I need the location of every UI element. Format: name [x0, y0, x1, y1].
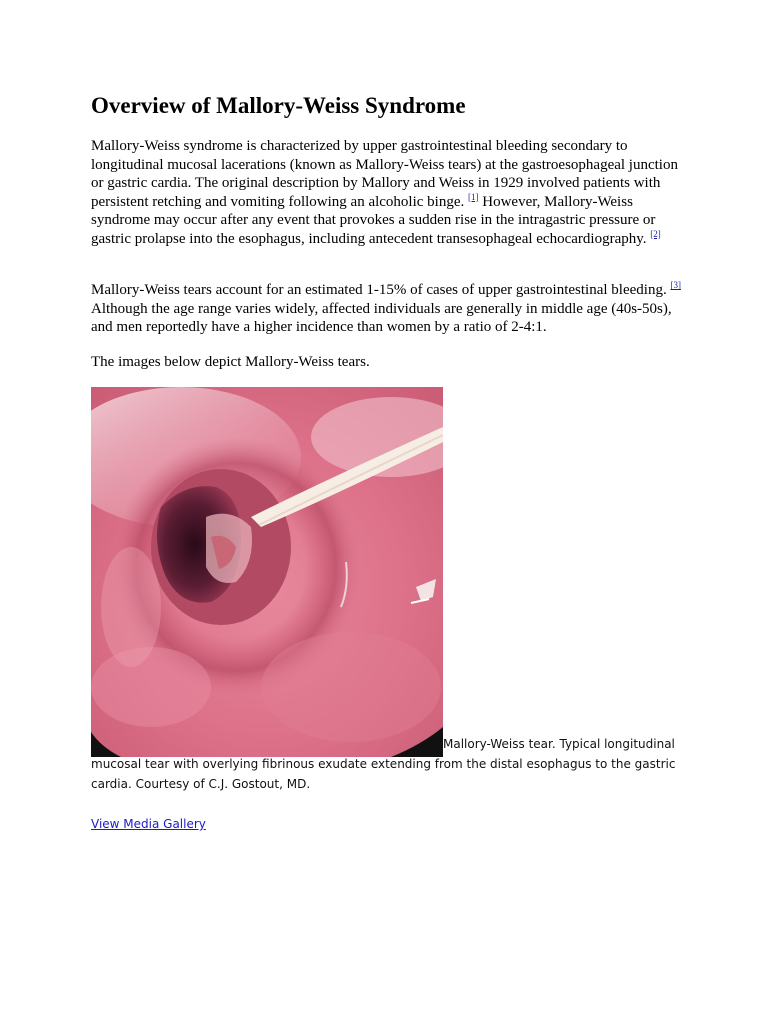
intro-paragraph — [91, 137, 681, 248]
endoscopy-image[interactable] — [91, 387, 443, 757]
intro-text-b: However, Mallory-Weiss syndrome may occur after any event that provokes a sudden rise in the intragastric pressure or gastric prolapse into the esophagus, including antecedent transesophageal echocardiography. — [91, 193, 656, 247]
incidence-text-b: Although the age range varies widely, affected individuals are generally in middle age (40s-50s), and men reportedly have a higher incidence than women by a ratio of 2-4:1. — [91, 300, 672, 335]
intro-text-a: Mallory-Weiss syndrome is characterized by upper gastrointestinal bleeding secondary to longitudinal mucosal lacerations (known as Mallory-Weiss tears) at the gastroesophageal junction or gastric cardia. The original description by Mallory and Weiss in 1929 involved patients with persistent retching and vomiting following an alcoholic binge. — [91, 138, 678, 210]
caption-rest: mucosal tear with overlying fibrinous exudate extending from the distal esophagus to the gastric cardia. Courtesy of C.J. Gostout, MD. — [91, 757, 676, 791]
caption-line-1: Mallory-Weiss tear. Typical longitudinal — [443, 737, 675, 751]
incidence-text-a: Mallory-Weiss tears account for an estimated 1-15% of cases of upper gastrointestinal bleeding. — [91, 282, 671, 298]
reference-2-link[interactable]: [2] — [650, 228, 661, 239]
reference-2[interactable] — [650, 229, 661, 239]
page-title: Overview of Mallory-Weiss Syndrome — [91, 93, 466, 118]
figure — [91, 387, 691, 794]
reference-1[interactable] — [468, 192, 479, 202]
reference-3[interactable] — [670, 280, 681, 290]
images-intro-paragraph: The images below depict Mallory-Weiss tears. — [91, 354, 370, 370]
incidence-paragraph — [91, 281, 681, 337]
reference-1-link[interactable]: [1] — [468, 191, 479, 202]
reference-3-link[interactable]: [3] — [670, 280, 681, 290]
view-media-gallery-link[interactable]: View Media Gallery — [91, 817, 206, 831]
